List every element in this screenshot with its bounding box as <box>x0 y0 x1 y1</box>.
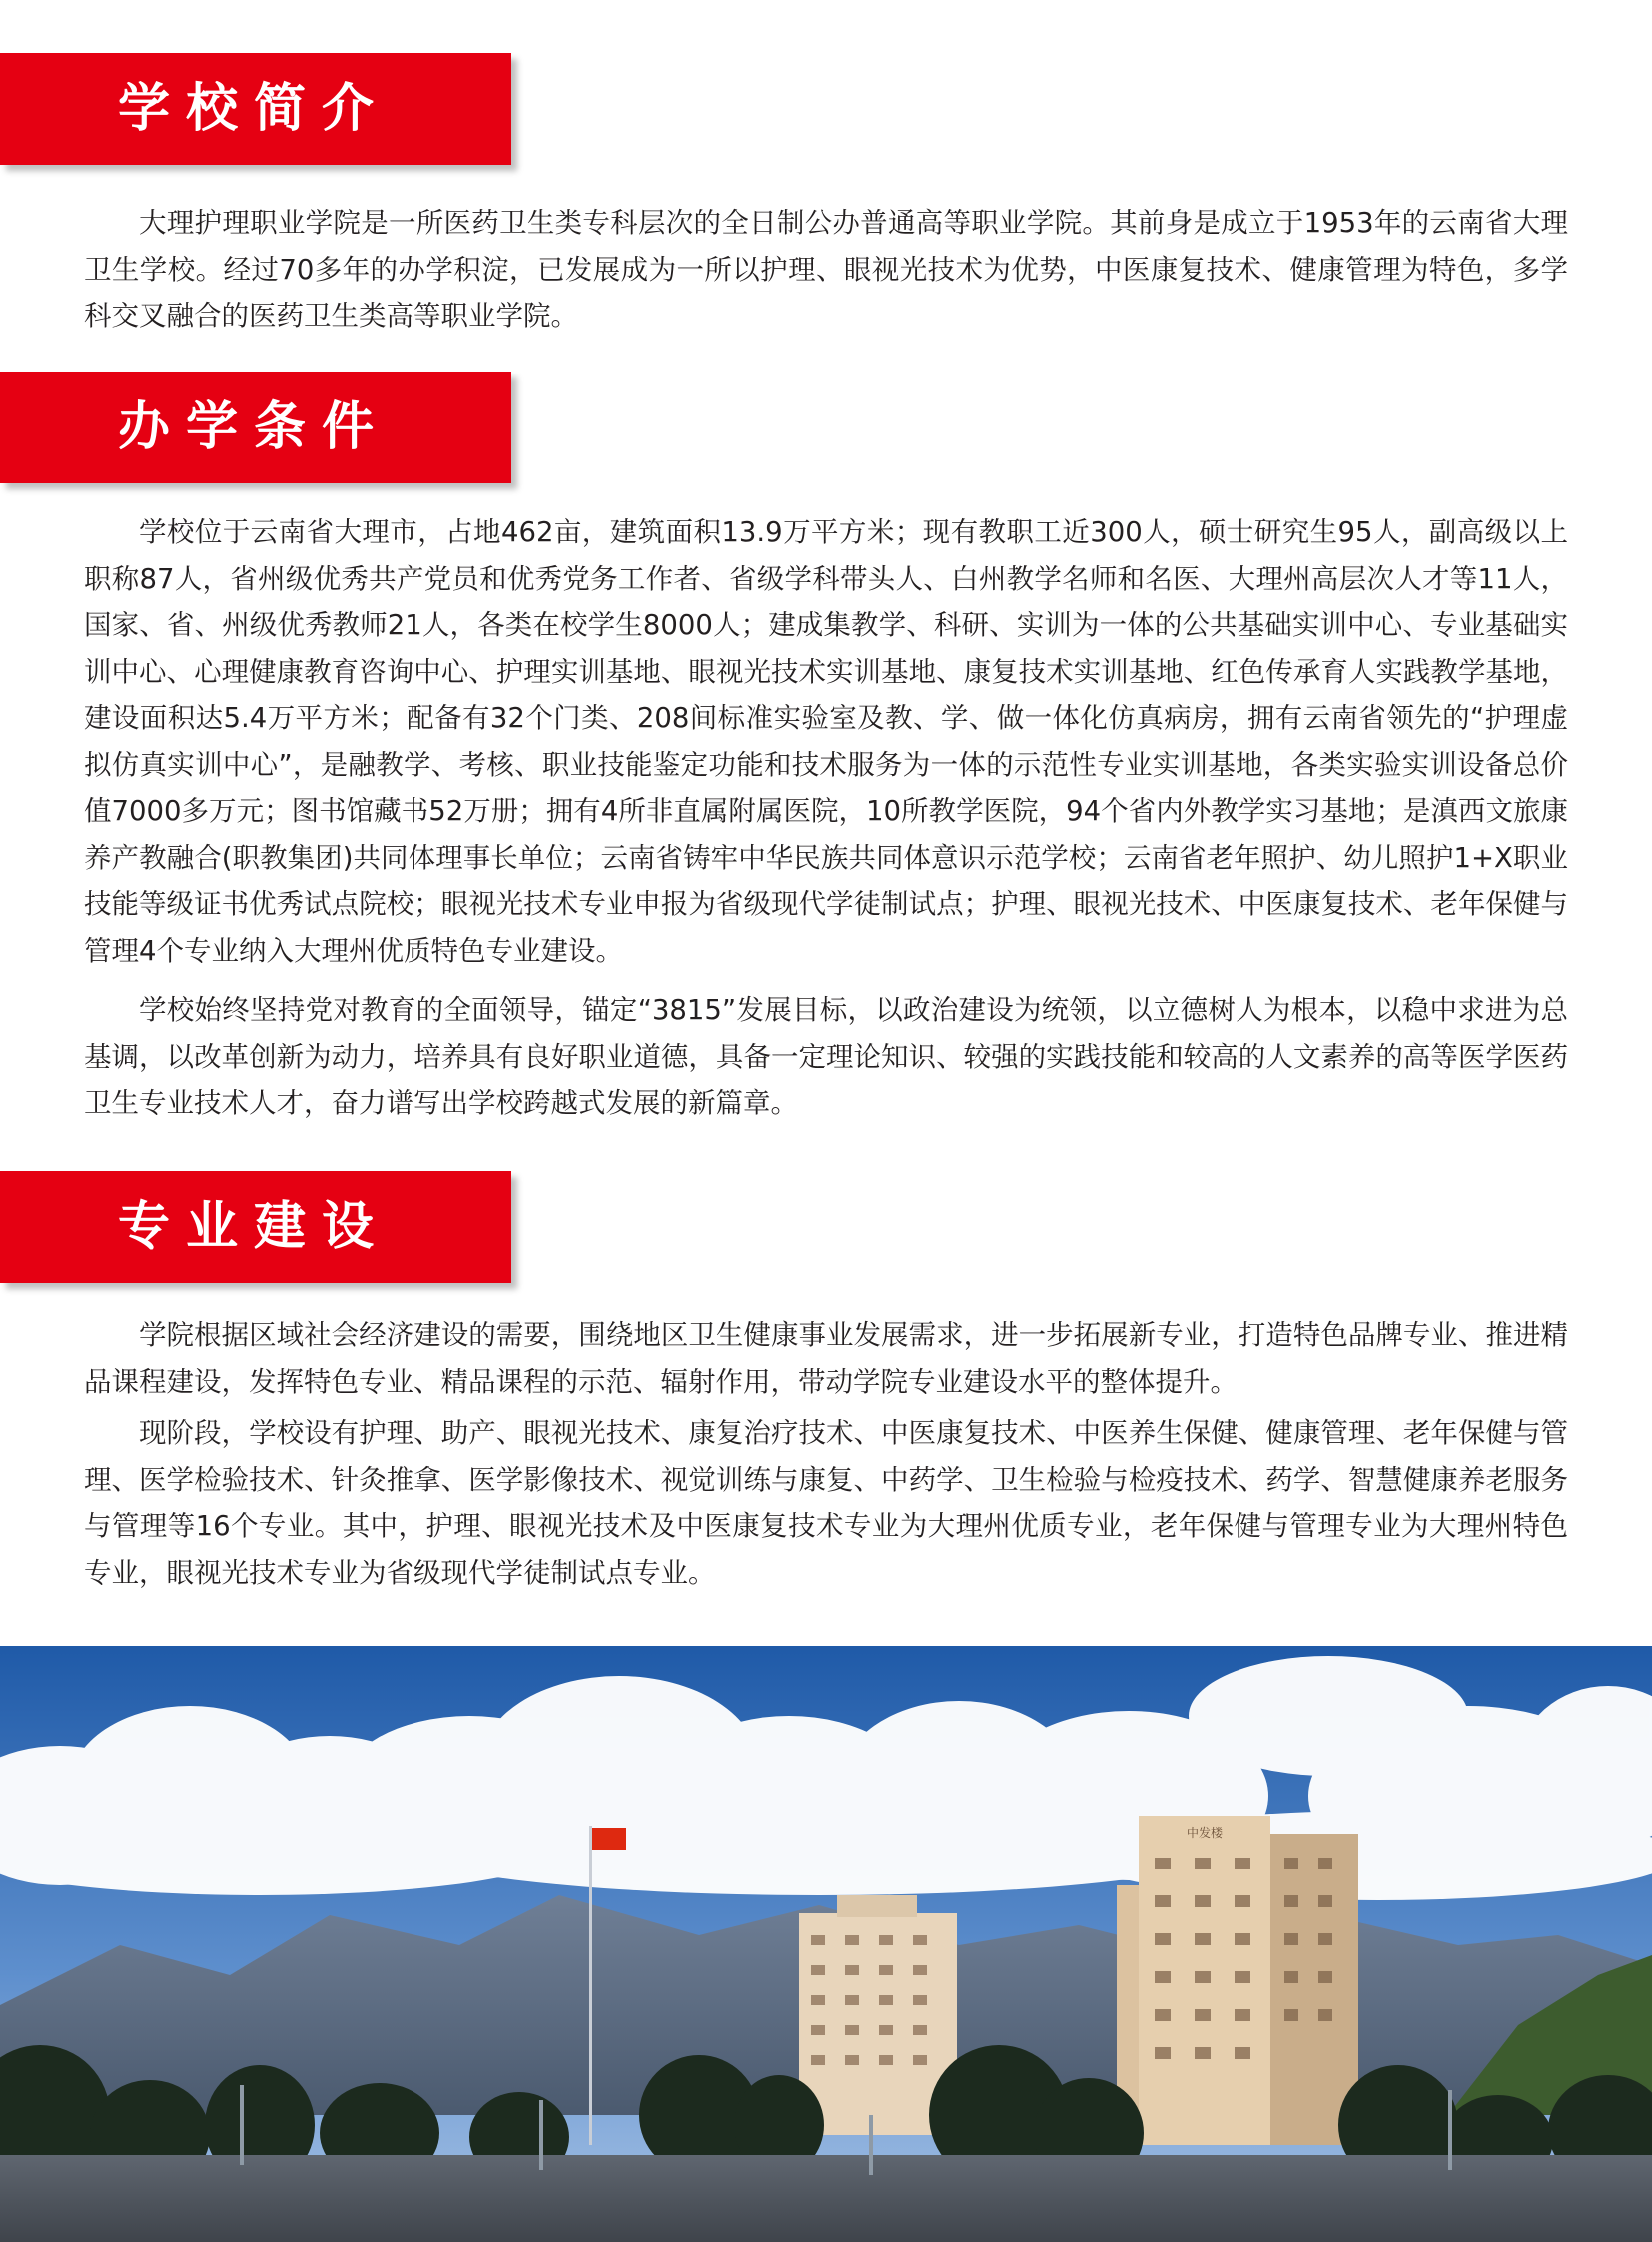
section-title: 学校简介 <box>118 79 391 139</box>
paragraph: 学院根据区域社会经济建设的需要，围绕地区卫生健康事业发展需求，进一步拓展新专业，打造特色品牌专业、推进精品课程建设，发挥特色专业、精品课程的示范、辐射作用，带动学院专业建设水平的整体提升。 <box>84 1319 1568 1398</box>
flag <box>592 1828 626 1850</box>
section-title: 专业建设 <box>118 1197 391 1257</box>
paragraph: 学校始终坚持党对教育的全面领导，锚定“3815”发展目标，以政治建设为统领，以立德树人为根本，以稳中求进为总基调，以改革创新为动力，培养具有良好职业道德，具备一定理论知识、较强的实践技能和较高的人文素养的高等医学医药卫生专业技术人才，奋力谱写出学校跨越式发展的新篇章。 <box>84 994 1568 1119</box>
court-ground <box>0 2155 1652 2242</box>
campus-photo <box>0 1646 1652 2242</box>
building-sign: 中发楼 <box>1186 1826 1224 1840</box>
section-banner-intro <box>0 53 511 165</box>
paragraph: 学校位于云南省大理市，占地462亩，建筑面积13.9万平方米；现有教职工近300人，硕士研究生95人，副高级以上职称87人，省州级优秀共产党员和优秀党务工作者、省级学科带头人、白州教学名师和名医、大理州高层次人才等11人，国家、省、州级优秀教师21人，各类在校学生8000人；建成集教学、科研、实训为一体的公共基础实训中心、专业基础实训中心、心理健康教育咨询中心、护理实训基地、眼视光技术实训基地、康复技术实训基地、红色传承育人实践教学基地，建设面积达5.4万平方米；配备有32个门类、208间标准实验室及教、学、做一体化仿真病房，拥有云南省领先的“护理虚拟仿真实训中心”，是融教学、考核、职业技能鉴定功能和技术服务为一体的示范性专业实训基地，各类实验实训设备总价值7000多万元；图书馆藏书52万册；拥有4所非直属附属医院，10所教学医院，94个省内外教学实习基地；是滇西文旅康养产教融合(职教集团)共同体理事长单位；云南省铸牢中华民族共同体意识示范学校；云南省老年照护、幼儿照护1+X职业技能等级证书优秀试点院校；眼视光技术专业申报为省级现代学徒制试点；护理、眼视光技术、中医康复技术、老年保健与管理4个专业纳入大理州优质特色专业建设。 <box>84 516 1568 967</box>
section-title: 办学条件 <box>118 397 391 457</box>
section-banner-majors <box>0 1171 511 1283</box>
paragraph: 大理护理职业学院是一所医药卫生类专科层次的全日制公办普通高等职业学院。其前身是成立于1953年的云南省大理卫生学校。经过70多年的办学积淀，已发展成为一所以护理、眼视光技术为优势，中医康复技术、健康管理为特色，多学科交叉融合的医药卫生类高等职业学院。 <box>84 207 1568 332</box>
paragraph: 现阶段，学校设有护理、助产、眼视光技术、康复治疗技术、中医康复技术、中医养生保健、健康管理、老年保健与管理、医学检验技术、针灸推拿、医学影像技术、视觉训练与康复、中药学、卫生检验与检疫技术、药学、智慧健康养老服务与管理等16个专业。其中，护理、眼视光技术及中医康复技术专业为大理州优质专业，老年保健与管理专业为大理州特色专业，眼视光技术专业为省级现代学徒制试点专业。 <box>84 1417 1568 1589</box>
building-right <box>1117 1816 1358 2145</box>
section-banner-conditions <box>0 372 511 483</box>
